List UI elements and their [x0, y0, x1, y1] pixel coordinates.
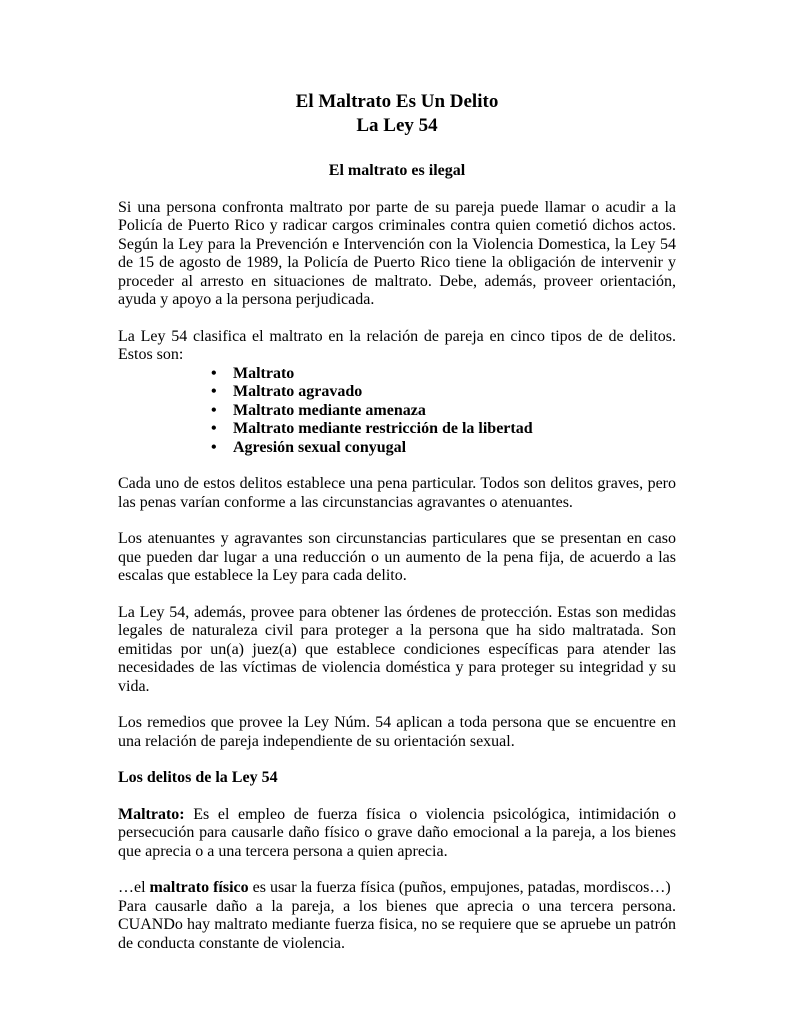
list-item-maltrato-agravado: • Maltrato agravado [211, 383, 676, 402]
maltrato-term: Maltrato: [118, 805, 185, 823]
paragraph-classification: La Ley 54 clasifica el maltrato en la relación de pareja en cinco tipos de de delitos. Estos son: [118, 327, 676, 363]
title-line-1: El Maltrato Es Un Delito [295, 91, 499, 112]
list-item-maltrato-restriccion: • Maltrato mediante restricción de la libertad [211, 420, 676, 439]
paragraph-remedies: Los remedios que provee la Ley Núm. 54 aplican a toda persona que se encuentre en una relación de pareja independiente de su orientación sexual. [118, 714, 676, 750]
paragraph-penalties: Cada uno de estos delitos establece una pena particular. Todos son delitos graves, pero las penas varían conforme a las circunstancias agravantes o atenuantes. [118, 475, 676, 511]
document-subtitle: El maltrato es ilegal [328, 162, 466, 179]
paragraph-maltrato-definition [118, 806, 676, 862]
paragraph-protection-orders: La Ley 54, además, provee para obtener las órdenes de protección. Estas son medidas legales de naturaleza civil para proteger a la persona que ha sido maltratada. Son emitidas por un(a) juez(a) que establece condiciones específicas para atender las necesidades de las víctimas de violencia doméstica y para proteger su integridad y su vida. [118, 603, 676, 695]
paragraph-intro: Si una persona confronta maltrato por parte de su pareja puede llamar o acudir a la Policía de Puerto Rico y radicar cargos criminales contra quien cometió dichos actos. Según la Ley para la Prevención e Intervención con la Violencia Domestica, la Ley 54 de 15 de agosto de 1989, la Policía de Puerto Rico tiene la obligación de intervenir y proceder al arresto en situaciones de maltrato. Debe, además, proveer orientación, ayuda y apoyo a la persona perjudicada. [118, 198, 676, 308]
maltrato-fisico-line1-rest: es usar la fuerza física (puños, empujones, patadas, mordiscos…) [248, 879, 671, 896]
paragraph-attenuants: Los atenuantes y agravantes son circunstancias particulares que se presentan en caso que pueden dar lugar a una reducción o un aumento de la pena fija, de acuerdo a las escalas que establece la Ley para cada delito. [118, 530, 676, 584]
crime-types-list [118, 365, 676, 458]
list-item-agresion-sexual: • Agresión sexual conyugal [211, 439, 676, 458]
maltrato-definition-text: Es el empleo de fuerza física o violencia psicológica, intimidación o persecución para causarle daño físico o grave daño emocional a la pareja, a los bienes que aprecia o a una tercera persona a quien aprecia. [118, 805, 676, 860]
maltrato-fisico-rest: Para causarle daño a la pareja, a los bienes que aprecia o una tercera persona. CUANDo hay maltrato mediante fuerza fisica, no se requiere que se apruebe un patrón de conducta constante de violencia. [118, 897, 676, 952]
list-item-maltrato: • Maltrato [211, 365, 676, 384]
list-item-maltrato-amenaza: • Maltrato mediante amenaza [211, 402, 676, 421]
section-heading-delitos: Los delitos de la Ley 54 [118, 769, 278, 786]
paragraph-maltrato-fisico [118, 879, 676, 953]
title-line-2: La Ley 54 [356, 115, 438, 136]
maltrato-fisico-term: maltrato físico [149, 879, 249, 896]
maltrato-fisico-pre: …el [118, 879, 150, 896]
document-title [118, 90, 676, 138]
